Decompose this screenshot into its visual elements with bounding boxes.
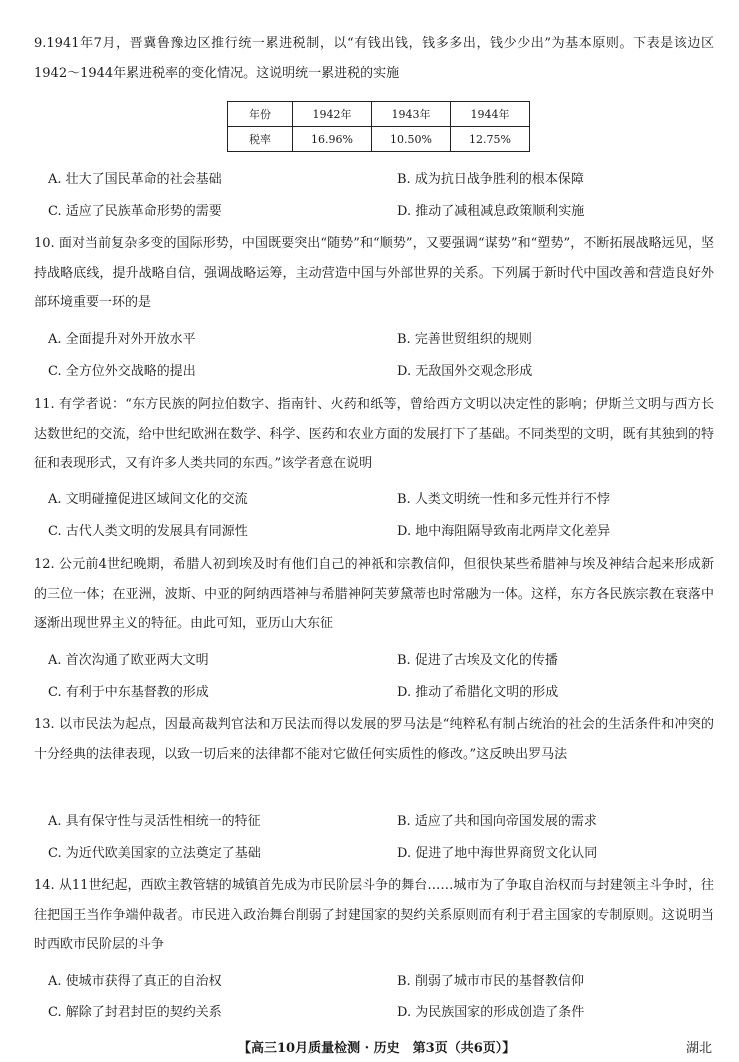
question-13-stem: 13. 以市民法为起点，因最高裁判官法和万民法而得以发展的罗马法是“纯粹私有制占统治的社会的生活条件和冲突的十分经典的法律表现，以致一切后来的法律都不能对它做任何实质性的修改。”这反映出罗马法 <box>34 717 714 762</box>
q10-option-a[interactable]: A. 全面提升对外开放水平 <box>48 332 196 347</box>
question-12-stem: 12. 公元前4世纪晚期，希腊人初到埃及时有他们自己的神祇和宗教信仰，但很快某些希腊神与埃及神结合起来形成新的三位一体；在亚洲，波斯、中亚的阿纳西塔神与希腊神阿芙萝黛蒂也时常融为一体。这样，东方各民族宗教在衰落中逐渐出现世界主义的特征。由此可知，亚历山大东征 <box>34 557 714 631</box>
q14-option-d[interactable]: D. 为民族国家的形成创造了条件 <box>397 1005 585 1020</box>
q10-option-b[interactable]: B. 完善世贸组织的规则 <box>397 332 532 347</box>
page-footer: 【高三10月质量检测 · 历史 第3页（共6页）】 <box>238 1041 516 1056</box>
table-header-year: 年份 <box>228 102 293 127</box>
q12-option-c[interactable]: C. 有利于中东基督教的形成 <box>48 685 209 700</box>
table-header-rate: 税率 <box>228 127 293 152</box>
q11-option-b[interactable]: B. 人类文明统一性和多元性并行不悖 <box>397 492 610 507</box>
question-10-stem: 10. 面对当前复杂多变的国际形势，中国既要突出“随势”和“顺势”，又要强调“谋势”和“塑势”，不断拓展战略远见，坚持战略底线，提升战略自信，强调战略运筹，主动营造中国与外部世界的关系。下列属于新时代中国改善和营造良好外部环境重要一环的是 <box>34 236 714 310</box>
q9-option-c[interactable]: C. 适应了民族革命形势的需要 <box>48 204 222 219</box>
q10-option-c[interactable]: C. 全方位外交战略的提出 <box>48 364 196 379</box>
footer-region: 湖北 <box>686 1041 713 1056</box>
q14-option-c[interactable]: C. 解除了封君封臣的契约关系 <box>48 1005 222 1020</box>
q13-option-c[interactable]: C. 为近代欧美国家的立法奠定了基础 <box>48 846 261 861</box>
q14-option-a[interactable]: A. 使城市获得了真正的自治权 <box>48 974 222 989</box>
table-year-1944: 1944年 <box>451 102 530 127</box>
question-11-stem: 11. 有学者说：“东方民族的阿拉伯数字、指南针、火药和纸等，曾给西方文明以决定性的影响；伊斯兰文明与西方长达数世纪的交流，给中世纪欧洲在数学、科学、医药和农业方面的发展打下了基础。不同类型的文明，既有其独到的特征和表现形式，又有许多人类共同的东西。”该学者意在说明 <box>34 397 714 471</box>
q9-option-d[interactable]: D. 推动了减租减息政策顺利实施 <box>397 204 585 219</box>
table-rate-1944: 12.75% <box>451 127 530 152</box>
q10-option-d[interactable]: D. 无敌国外交观念形成 <box>397 364 533 379</box>
q12-option-b[interactable]: B. 促进了古埃及文化的传播 <box>397 653 558 668</box>
q9-option-a[interactable]: A. 壮大了国民革命的社会基础 <box>48 172 222 187</box>
q11-option-a[interactable]: A. 文明碰撞促进区域间文化的交流 <box>48 492 248 507</box>
table-year-1943: 1943年 <box>372 102 451 127</box>
table-rate-1942: 16.96% <box>293 127 372 152</box>
tax-rate-table <box>227 101 530 152</box>
table-year-1942: 1942年 <box>293 102 372 127</box>
question-14-stem: 14. 从11世纪起，西欧主教管辖的城镇首先成为市民阶层斗争的舞台……城市为了争取自治权而与封建领主斗争时，往往把国王当作争端仲裁者。市民进入政治舞台削弱了封建国家的契约关系原则而有利于君主国家的专制原则。这说明当时西欧市民阶层的斗争 <box>34 878 714 952</box>
q12-option-a[interactable]: A. 首次沟通了欧亚两大文明 <box>48 653 209 668</box>
q13-option-d[interactable]: D. 促进了地中海世界商贸文化认同 <box>397 846 598 861</box>
q11-option-d[interactable]: D. 地中海阻隔导致南北两岸文化差异 <box>397 524 611 539</box>
q9-option-b[interactable]: B. 成为抗日战争胜利的根本保障 <box>397 172 584 187</box>
q11-option-c[interactable]: C. 古代人类文明的发展具有同源性 <box>48 524 248 539</box>
q13-option-a[interactable]: A. 具有保守性与灵活性相统一的特征 <box>48 814 261 829</box>
table-rate-1943: 10.50% <box>372 127 451 152</box>
question-9-stem: 9.1941年7月，晋冀鲁豫边区推行统一累进税制，以“有钱出钱，钱多多出，钱少少出”为基本原则。下表是该边区1942～1944年累进税率的变化情况。这说明统一累进税的实施 <box>34 36 714 81</box>
q12-option-d[interactable]: D. 推动了希腊化文明的形成 <box>397 685 559 700</box>
q13-option-b[interactable]: B. 适应了共和国向帝国发展的需求 <box>397 814 597 829</box>
q14-option-b[interactable]: B. 削弱了城市市民的基督教信仰 <box>397 974 584 989</box>
